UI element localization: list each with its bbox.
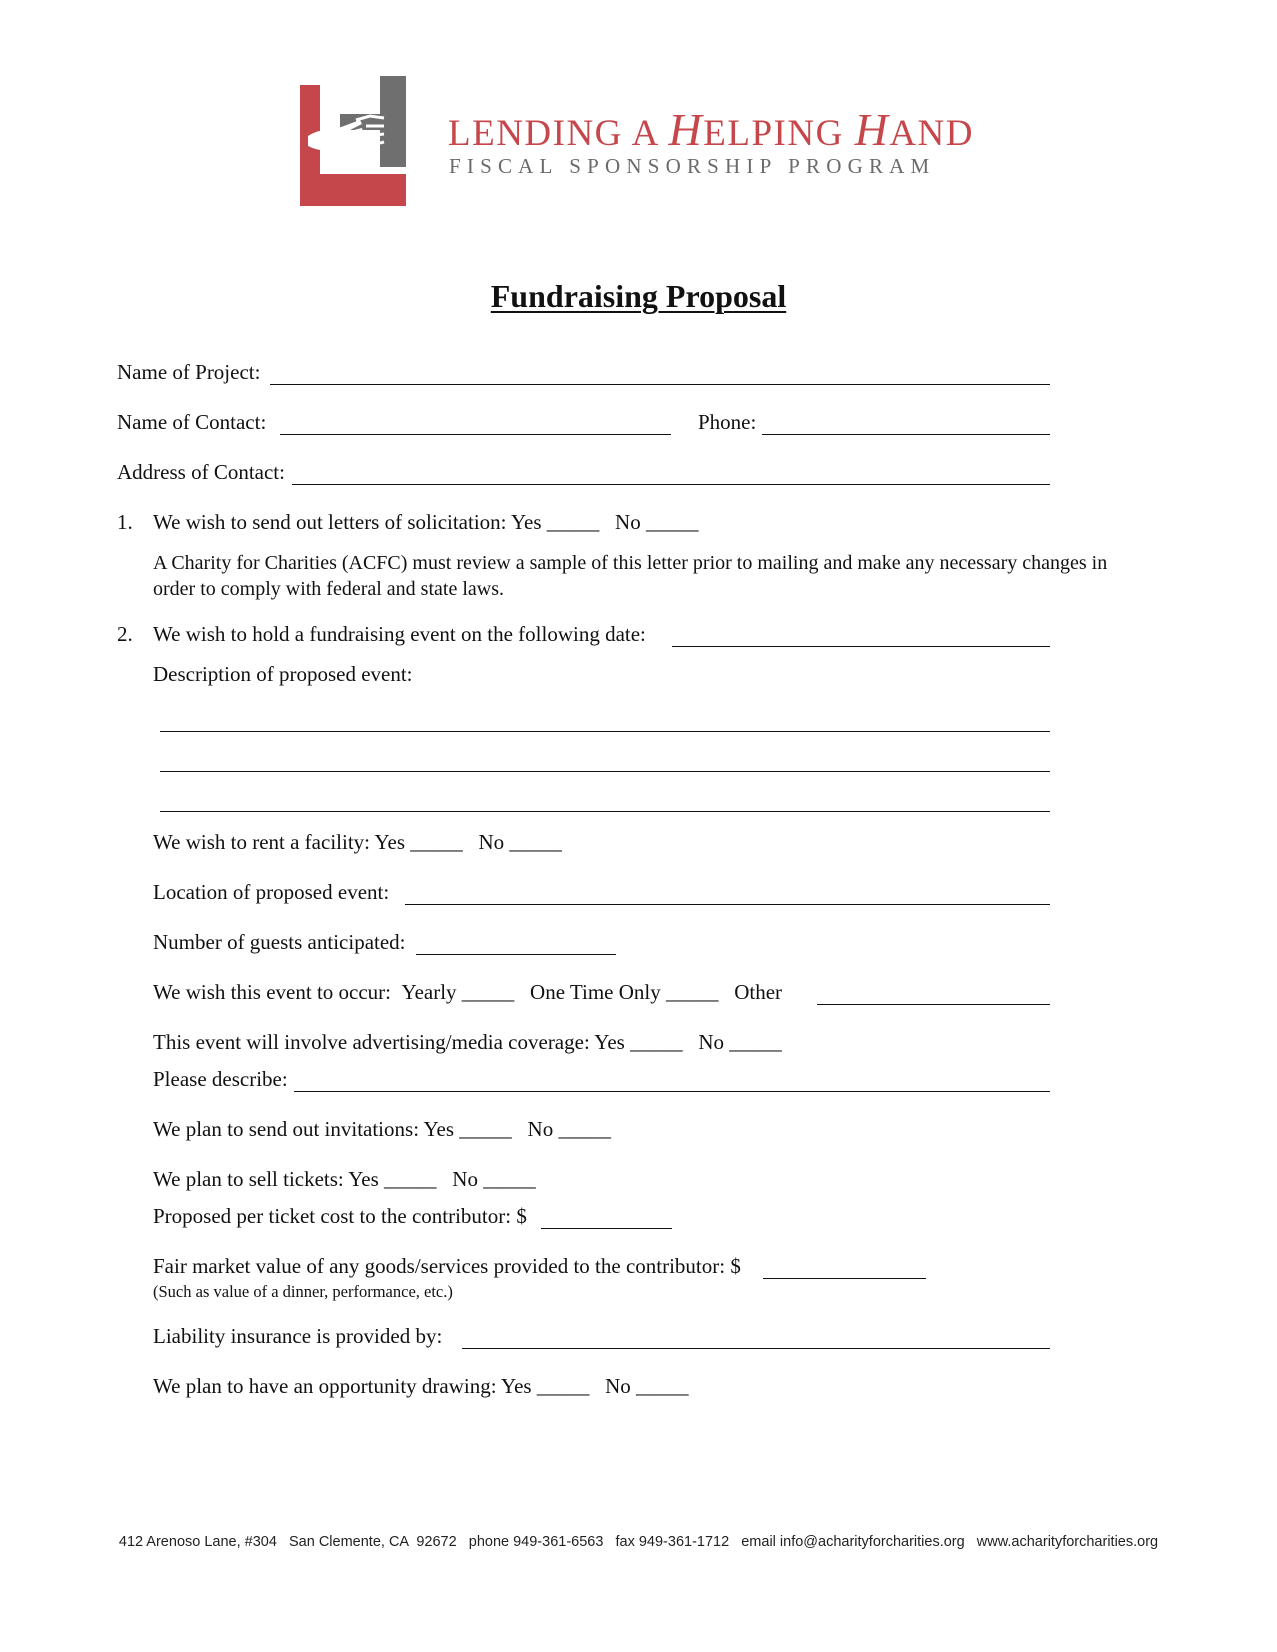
logo-mark-image: [300, 76, 410, 206]
drawing-question: We plan to have an opportunity drawing: Yes _____ No _____: [153, 1374, 689, 1398]
page-title: Fundraising Proposal: [490, 278, 787, 314]
tickets-question: We plan to sell tickets: Yes _____ No _____: [153, 1167, 536, 1191]
address-label: Address of Contact:: [117, 460, 285, 484]
footer-contact-info: 412 Arenoso Lane, #304 San Clemente, CA 92672 phone 949-361-6563 fax 949-361-1712 email info@acharityforcharities.org www.acharityforcharities.org: [118, 1534, 1159, 1550]
solicitation-question: We wish to send out letters of solicitation: Yes _____ No _____: [153, 510, 699, 534]
invitations-question: We plan to send out invitations: Yes _____ No _____: [153, 1117, 611, 1141]
event-description-line[interactable]: [160, 731, 1050, 732]
contact-field[interactable]: [280, 434, 671, 435]
event-date-field[interactable]: [672, 646, 1050, 647]
project-label: Name of Project:: [117, 360, 261, 384]
brand-name: LENDING A HELPING HAND: [448, 104, 974, 155]
describe-label: Please describe:: [153, 1067, 288, 1091]
media-question: This event will involve advertising/media coverage: Yes _____ No _____: [153, 1030, 782, 1054]
phone-label: Phone:: [698, 410, 757, 434]
fair-value-note: (Such as value of a dinner, performance, etc.): [153, 1282, 453, 1301]
event-date-label: We wish to hold a fundraising event on the following date:: [153, 622, 646, 646]
location-field[interactable]: [405, 904, 1050, 905]
fair-value-field[interactable]: [763, 1278, 926, 1279]
guests-field[interactable]: [416, 954, 616, 955]
facility-question: We wish to rent a facility: Yes _____ No _____: [153, 830, 562, 854]
describe-field[interactable]: [294, 1091, 1050, 1092]
event-description-line[interactable]: [160, 771, 1050, 772]
address-field[interactable]: [292, 484, 1050, 485]
ticket-cost-field[interactable]: [541, 1228, 672, 1229]
fair-value-label: Fair market value of any goods/services provided to the contributor: $: [153, 1254, 741, 1278]
contact-label: Name of Contact:: [117, 410, 267, 434]
event-description-label: Description of proposed event:: [153, 662, 413, 686]
event-description-line[interactable]: [160, 811, 1050, 812]
ticket-cost-label: Proposed per ticket cost to the contributor: $: [153, 1204, 527, 1228]
occurrence-question: We wish this event to occur: Yearly _____ One Time Only _____ Other: [153, 980, 783, 1004]
item-number-2: 2.: [117, 622, 133, 646]
solicitation-note: A Charity for Charities (ACFC) must review a sample of this letter prior to mailing and make any necessary changes in order to comply with federal and state laws.: [153, 552, 1108, 600]
item-number-1: 1.: [117, 510, 133, 534]
brand-subtitle: FISCAL SPONSORSHIP PROGRAM: [449, 154, 936, 178]
guests-label: Number of guests anticipated:: [153, 930, 406, 954]
phone-field[interactable]: [762, 434, 1050, 435]
insurance-label: Liability insurance is provided by:: [153, 1324, 443, 1348]
occurrence-other-field[interactable]: [817, 1004, 1050, 1005]
insurance-field[interactable]: [462, 1348, 1050, 1349]
project-field[interactable]: [270, 384, 1050, 385]
location-label: Location of proposed event:: [153, 880, 390, 904]
